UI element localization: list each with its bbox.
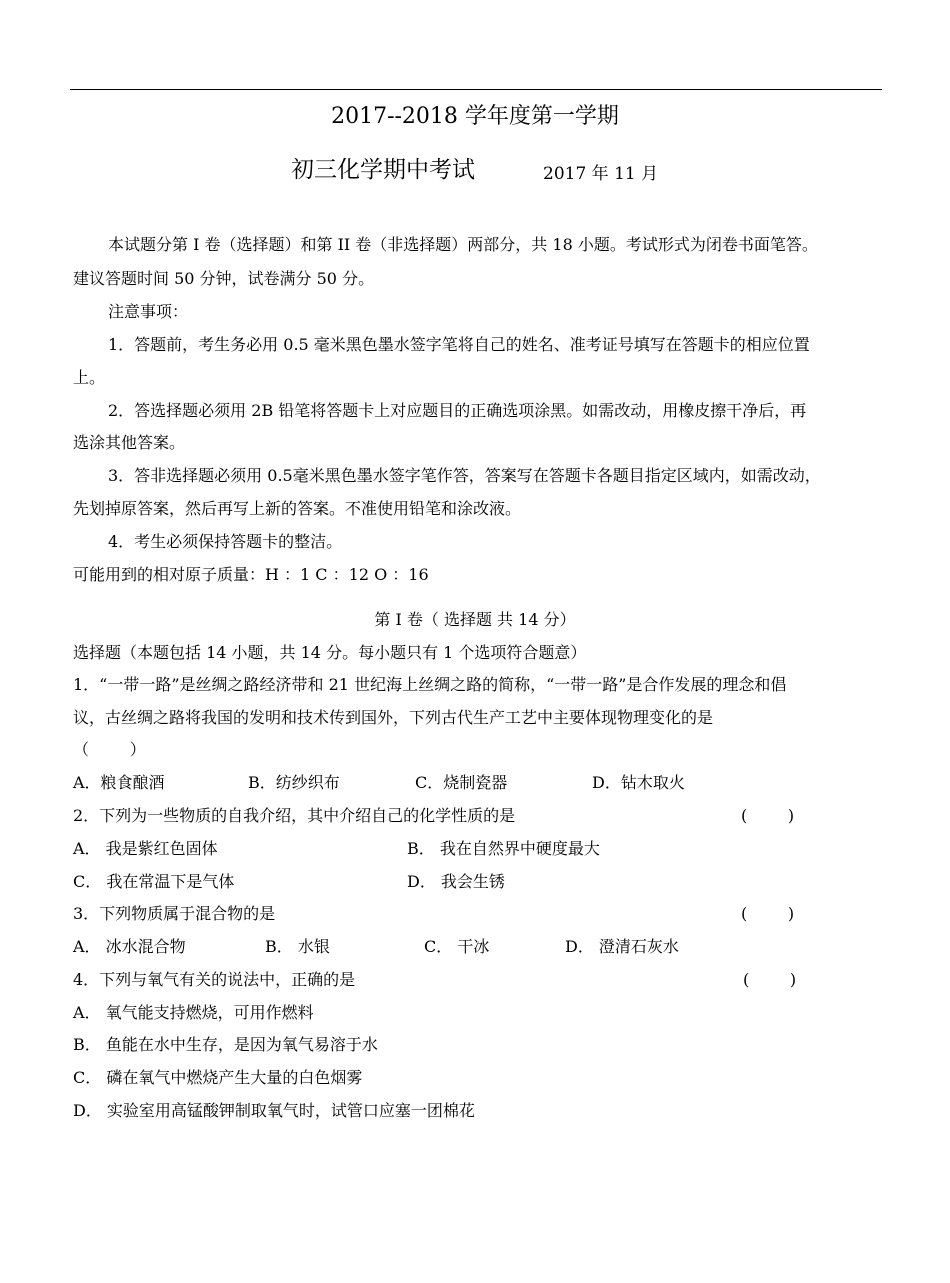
question-3-option-b: B． 水银 xyxy=(265,937,330,956)
section-heading: 第 I 卷（ 选择题 共 14 分） xyxy=(374,610,576,629)
question-4-option-d: D． 实验室用高锰酸钾制取氧气时，试管口应塞一团棉花 xyxy=(73,1101,475,1120)
notice-3-line-1: 3．答非选择题必须用 0.5毫米黑色墨水签字笔作答，答案写在答题卡各题目指定区域内，如需改动， xyxy=(108,466,821,485)
question-1-line-2: 议，古丝绸之路将我国的发明和技术传到国外，下列古代生产工艺中主要体现物理变化的是 xyxy=(73,708,714,727)
notice-1-line-2: 上。 xyxy=(73,368,106,387)
notice-2-line-2: 选涂其他答案。 xyxy=(73,433,186,452)
question-2-answer-paren: ( ) xyxy=(741,806,795,825)
question-4-answer-paren: ( ) xyxy=(743,970,797,989)
question-3-option-d: D． 澄清石灰水 xyxy=(565,937,679,956)
notice-1-line-1: 1．答题前，考生务必用 0.5 毫米黑色墨水签字笔将自己的姓名、准考证号填写在答题卡的相应位置 xyxy=(108,335,810,354)
question-4-option-a: A． 氧气能支持燃烧，可用作燃料 xyxy=(73,1003,314,1022)
question-3-answer-paren: ( ) xyxy=(741,904,795,923)
question-3-option-a: A． 冰水混合物 xyxy=(73,937,186,956)
question-4-option-c: C． 磷在氧气中燃烧产生大量的白色烟雾 xyxy=(73,1068,363,1087)
question-1-answer-paren: （ ） xyxy=(73,740,146,759)
question-1-option-c: C．烧制瓷器 xyxy=(415,773,508,792)
question-2-option-b: B． 我在自然界中硬度最大 xyxy=(407,839,600,858)
question-4-stem: 4．下列与氧气有关的说法中，正确的是 xyxy=(73,970,356,989)
question-1-option-b: B．纺纱织布 xyxy=(248,773,340,792)
intro-line-1: 本试题分第 I 卷（选择题）和第 II 卷（非选择题）两部分，共 18 小题。考试形式为闭卷书面笔答。 xyxy=(108,235,818,254)
question-2-stem: 2．下列为一些物质的自我介绍，其中介绍自己的化学性质的是 xyxy=(73,806,516,825)
exam-term-title: 2017--2018 学年度第一学期 xyxy=(331,104,619,129)
notice-title: 注意事项： xyxy=(108,302,189,321)
exam-title: 初三化学期中考试 xyxy=(291,157,475,183)
notice-3-line-2: 先划掉原答案，然后再写上新的答案。不准使用铅笔和涂改液。 xyxy=(73,499,522,518)
header-rule xyxy=(70,89,882,90)
notice-4: 4．考生必须保持答题卡的整洁。 xyxy=(108,532,343,551)
question-2-option-d: D． 我会生锈 xyxy=(407,872,505,891)
intro-line-2: 建议答题时间 50 分钟，试卷满分 50 分。 xyxy=(73,269,375,288)
question-3-stem: 3．下列物质属于混合物的是 xyxy=(73,904,276,923)
question-3-option-c: C． 干冰 xyxy=(424,937,490,956)
question-2-option-a: A． 我是紫红色固体 xyxy=(73,839,218,858)
atomic-mass-note: 可能用到的相对原子质量：H ：1 C ：12 O ：16 xyxy=(73,565,429,584)
question-1-option-a: A．粮食酿酒 xyxy=(73,773,165,792)
question-4-option-b: B． 鱼能在水中生存，是因为氧气易溶于水 xyxy=(73,1035,378,1054)
question-1-option-d: D．钻木取火 xyxy=(592,773,685,792)
exam-date: 2017 年 11 月 xyxy=(543,164,659,184)
notice-2-line-1: 2．答选择题必须用 2B 铅笔将答题卡上对应题目的正确选项涂黑。如需改动，用橡皮擦干净后，再 xyxy=(108,401,807,420)
question-1-line-1: 1．“一带一路”是丝绸之路经济带和 21 世纪海上丝绸之路的简称，“一带一路”是合作发展的理念和倡 xyxy=(73,675,787,694)
question-2-option-c: C． 我在常温下是气体 xyxy=(73,872,235,891)
section-instruction: 选择题（本题包括 14 小题，共 14 分。每小题只有 1 个选项符合题意） xyxy=(73,643,587,662)
